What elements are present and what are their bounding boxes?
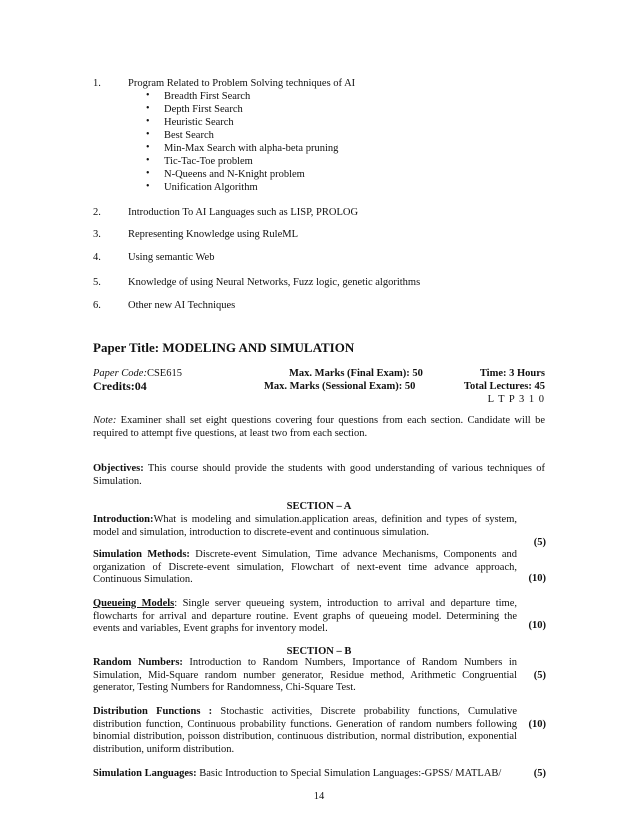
topic-marks: (10)	[528, 620, 546, 631]
bullet-icon: •	[146, 90, 150, 101]
topic-title: Simulation Methods:	[93, 549, 190, 560]
objectives-paragraph	[93, 463, 545, 488]
topic-introduction	[93, 514, 517, 539]
paper-code-value: CSE615	[146, 368, 182, 379]
total-lectures: Total Lectures: 45	[463, 381, 545, 392]
sessional-exam-marks: Max. Marks (Sessional Exam): 50	[264, 381, 416, 392]
topic-marks: (10)	[528, 573, 546, 584]
topic-distribution-functions	[93, 706, 517, 756]
topic-text: Basic Introduction to Special Simulation Languages:-GPSS/ MATLAB/	[196, 768, 502, 779]
topic-text: : Single server queueing system, introduction to arrival and departure time, flowcharts for arrival and departure routine. Event graphs of queueing model. Determining the events and variables, Event graphs for inventory model.	[93, 598, 517, 635]
topic-marks: (5)	[533, 670, 546, 681]
topic-simulation-languages	[93, 768, 517, 781]
topic-marks: (10)	[528, 719, 546, 730]
list-item: Using semantic Web	[128, 252, 215, 263]
topic-title: Random Numbers:	[93, 657, 183, 668]
topic-random-numbers	[93, 657, 517, 695]
topic-title: Distribution Functions :	[93, 706, 213, 717]
list-item: Representing Knowledge using RuleML	[128, 229, 299, 240]
bullet-item: Min-Max Search with alpha-beta pruning	[164, 143, 339, 154]
list-item: Knowledge of using Neural Networks, Fuzz logic, genetic algorithms	[128, 277, 421, 288]
bullet-item: Depth First Search	[164, 104, 243, 115]
topic-title: Introduction:	[93, 514, 154, 525]
bullet-item: N-Queens and N-Knight problem	[164, 169, 305, 180]
final-exam-marks: Max. Marks (Final Exam): 50	[289, 368, 423, 379]
bullet-icon: •	[146, 168, 150, 179]
section-b-heading: SECTION – B	[286, 646, 352, 657]
list-item: Other new AI Techniques	[128, 300, 236, 311]
list-item: Introduction To AI Languages such as LISP, PROLOG	[128, 207, 359, 218]
exam-time: Time: 3 Hours	[479, 368, 545, 379]
paper-code-label: Paper Code:	[93, 368, 147, 379]
bullet-icon: •	[146, 142, 150, 153]
list-number: 2.	[93, 207, 101, 218]
note-text: Examiner shall set eight questions covering four questions from each section. Candidate will be required to attempt five questions, at least two from each section.	[93, 415, 545, 439]
bullet-item: Best Search	[164, 130, 214, 141]
objectives-text: This course should provide the students with good understanding of various techniques of Simulation.	[93, 463, 545, 487]
list-number: 4.	[93, 252, 101, 263]
note-paragraph	[93, 415, 545, 440]
topic-marks: (5)	[533, 768, 546, 779]
list-number: 5.	[93, 277, 101, 288]
bullet-icon: •	[146, 181, 150, 192]
credits: Credits:04	[93, 379, 147, 393]
list-number: 3.	[93, 229, 101, 240]
section-a-heading: SECTION – A	[286, 501, 352, 512]
bullet-item: Unification Algorithm	[164, 182, 258, 193]
list-number: 6.	[93, 300, 101, 311]
topic-text: What is modeling and simulation.application areas, definition and types of system, model and simulation, introduction to discrete-event and continuous simulation.	[93, 514, 517, 538]
bullet-item: Heuristic Search	[164, 117, 234, 128]
topic-title: Queueing Models	[93, 598, 175, 609]
bullet-icon: •	[146, 129, 150, 140]
page-number: 14	[313, 791, 325, 802]
note-label: Note:	[93, 415, 117, 426]
ltp: L T P 3 1 0	[487, 394, 545, 405]
topic-text: Introduction to Random Numbers, Importance of Random Numbers in Simulation, Mid-Square random number generator, Residue method, Arithmetic Congruential generator, Testing Numbers for Randomness, Chi-Square Test.	[93, 657, 517, 694]
bullet-icon: •	[146, 155, 150, 166]
list-item: Program Related to Problem Solving techniques of AI	[128, 78, 356, 89]
paper-title: Paper Title: MODELING AND SIMULATION	[93, 340, 355, 355]
topic-text: Discrete-event Simulation, Time advance Mechanisms, Components and organization of Discrete-event simulation, Flowchart of next-event time advance approach, Continuous Simulation.	[93, 549, 517, 586]
objectives-label: Objectives:	[93, 463, 144, 474]
list-number: 1.	[93, 78, 101, 89]
topic-simulation-methods	[93, 549, 517, 587]
topic-text: Stochastic activities, Discrete probability functions, Cumulative distribution function, Continuous probability functions. Generation of random numbers following binomial distribution, poisson distribution, continuous distribution, normal distribution, exponential distribution, uniform distribution.	[93, 706, 517, 755]
bullet-icon: •	[146, 116, 150, 127]
topic-marks: (5)	[533, 537, 546, 548]
topic-queueing-models	[93, 598, 517, 636]
bullet-item: Tic-Tac-Toe problem	[164, 156, 253, 167]
topic-title: Simulation Languages:	[93, 768, 197, 779]
bullet-item: Breadth First Search	[164, 91, 251, 102]
bullet-icon: •	[146, 103, 150, 114]
